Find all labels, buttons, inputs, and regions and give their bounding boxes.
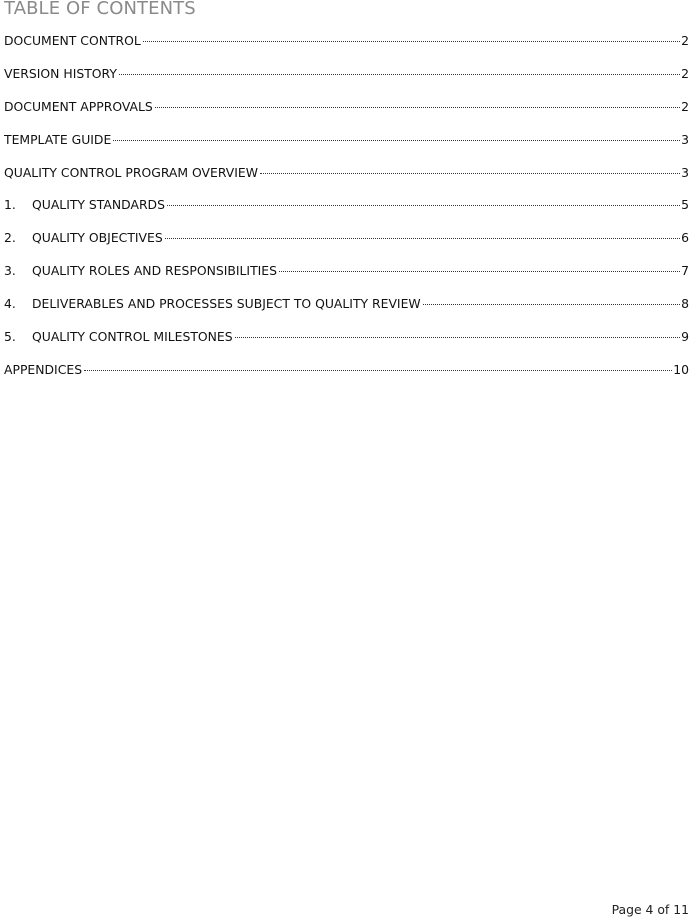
toc-entry-label: TEMPLATE GUIDE — [4, 131, 112, 147]
toc-entry-label: QUALITY ROLES AND RESPONSIBILITIES — [32, 263, 277, 279]
toc-entry-quality-control-milestones[interactable] — [4, 329, 689, 362]
toc-dot-leader — [84, 370, 672, 371]
toc-dot-leader — [143, 41, 680, 42]
toc-entry-version-history[interactable] — [4, 66, 689, 99]
toc-entry-page: 2 — [681, 33, 689, 48]
toc-entry-page: 7 — [681, 263, 689, 279]
toc-entry-page: 6 — [681, 230, 689, 246]
toc-entry-appendices[interactable] — [4, 362, 689, 395]
toc-dot-leader — [119, 74, 680, 75]
toc-entry-label: DOCUMENT CONTROL — [4, 33, 141, 48]
toc-entry-page: 2 — [681, 98, 689, 114]
toc-entry-label: VERSION HISTORY — [4, 65, 117, 81]
toc-entry-label: QUALITY OBJECTIVES — [32, 230, 163, 246]
page-number-footer: Page 4 of 11 — [611, 902, 689, 917]
toc-entry-label: APPENDICES — [4, 361, 83, 377]
toc-entry-page: 3 — [681, 164, 689, 180]
toc-dot-leader — [113, 140, 680, 141]
toc-entry-quality-objectives[interactable] — [4, 230, 689, 263]
toc-entry-page: 3 — [681, 131, 689, 147]
toc-entry-label: DELIVERABLES AND PROCESSES SUBJECT TO QUALITY REVIEW — [32, 296, 421, 312]
toc-dot-leader — [260, 173, 680, 174]
toc-entry-deliverables-and-processes[interactable] — [4, 296, 689, 329]
toc-dot-leader — [165, 238, 680, 239]
toc-entry-number: 1. — [4, 197, 16, 213]
toc-entry-quality-control-program-overview[interactable] — [4, 165, 689, 198]
toc-dot-leader — [279, 271, 680, 272]
toc-entry-quality-standards[interactable] — [4, 197, 689, 230]
toc-entry-page: 5 — [681, 197, 689, 213]
toc-entry-label: QUALITY CONTROL PROGRAM OVERVIEW — [4, 164, 259, 180]
toc-dot-leader — [235, 337, 681, 338]
toc-entry-number: 4. — [4, 296, 16, 312]
toc-entry-label: DOCUMENT APPROVALS — [4, 98, 153, 114]
toc-entry-page: 2 — [681, 65, 689, 81]
toc-entry-page: 10 — [673, 361, 689, 377]
table-of-contents — [4, 33, 689, 395]
toc-entry-template-guide[interactable] — [4, 132, 689, 165]
toc-entry-document-control[interactable] — [4, 33, 689, 66]
toc-dot-leader — [423, 304, 680, 305]
toc-entry-label: QUALITY CONTROL MILESTONES — [32, 329, 233, 345]
toc-entry-number: 2. — [4, 230, 16, 246]
toc-entry-number: 3. — [4, 263, 16, 279]
toc-dot-leader — [167, 205, 680, 206]
toc-entry-document-approvals[interactable] — [4, 99, 689, 132]
page-title: TABLE OF CONTENTS — [4, 0, 196, 19]
toc-entry-page: 9 — [681, 329, 689, 345]
toc-entry-page: 8 — [681, 296, 689, 312]
toc-dot-leader — [155, 107, 680, 108]
toc-entry-label: QUALITY STANDARDS — [32, 197, 165, 213]
toc-entry-number: 5. — [4, 329, 16, 345]
toc-entry-quality-roles-and-responsibilities[interactable] — [4, 263, 689, 296]
